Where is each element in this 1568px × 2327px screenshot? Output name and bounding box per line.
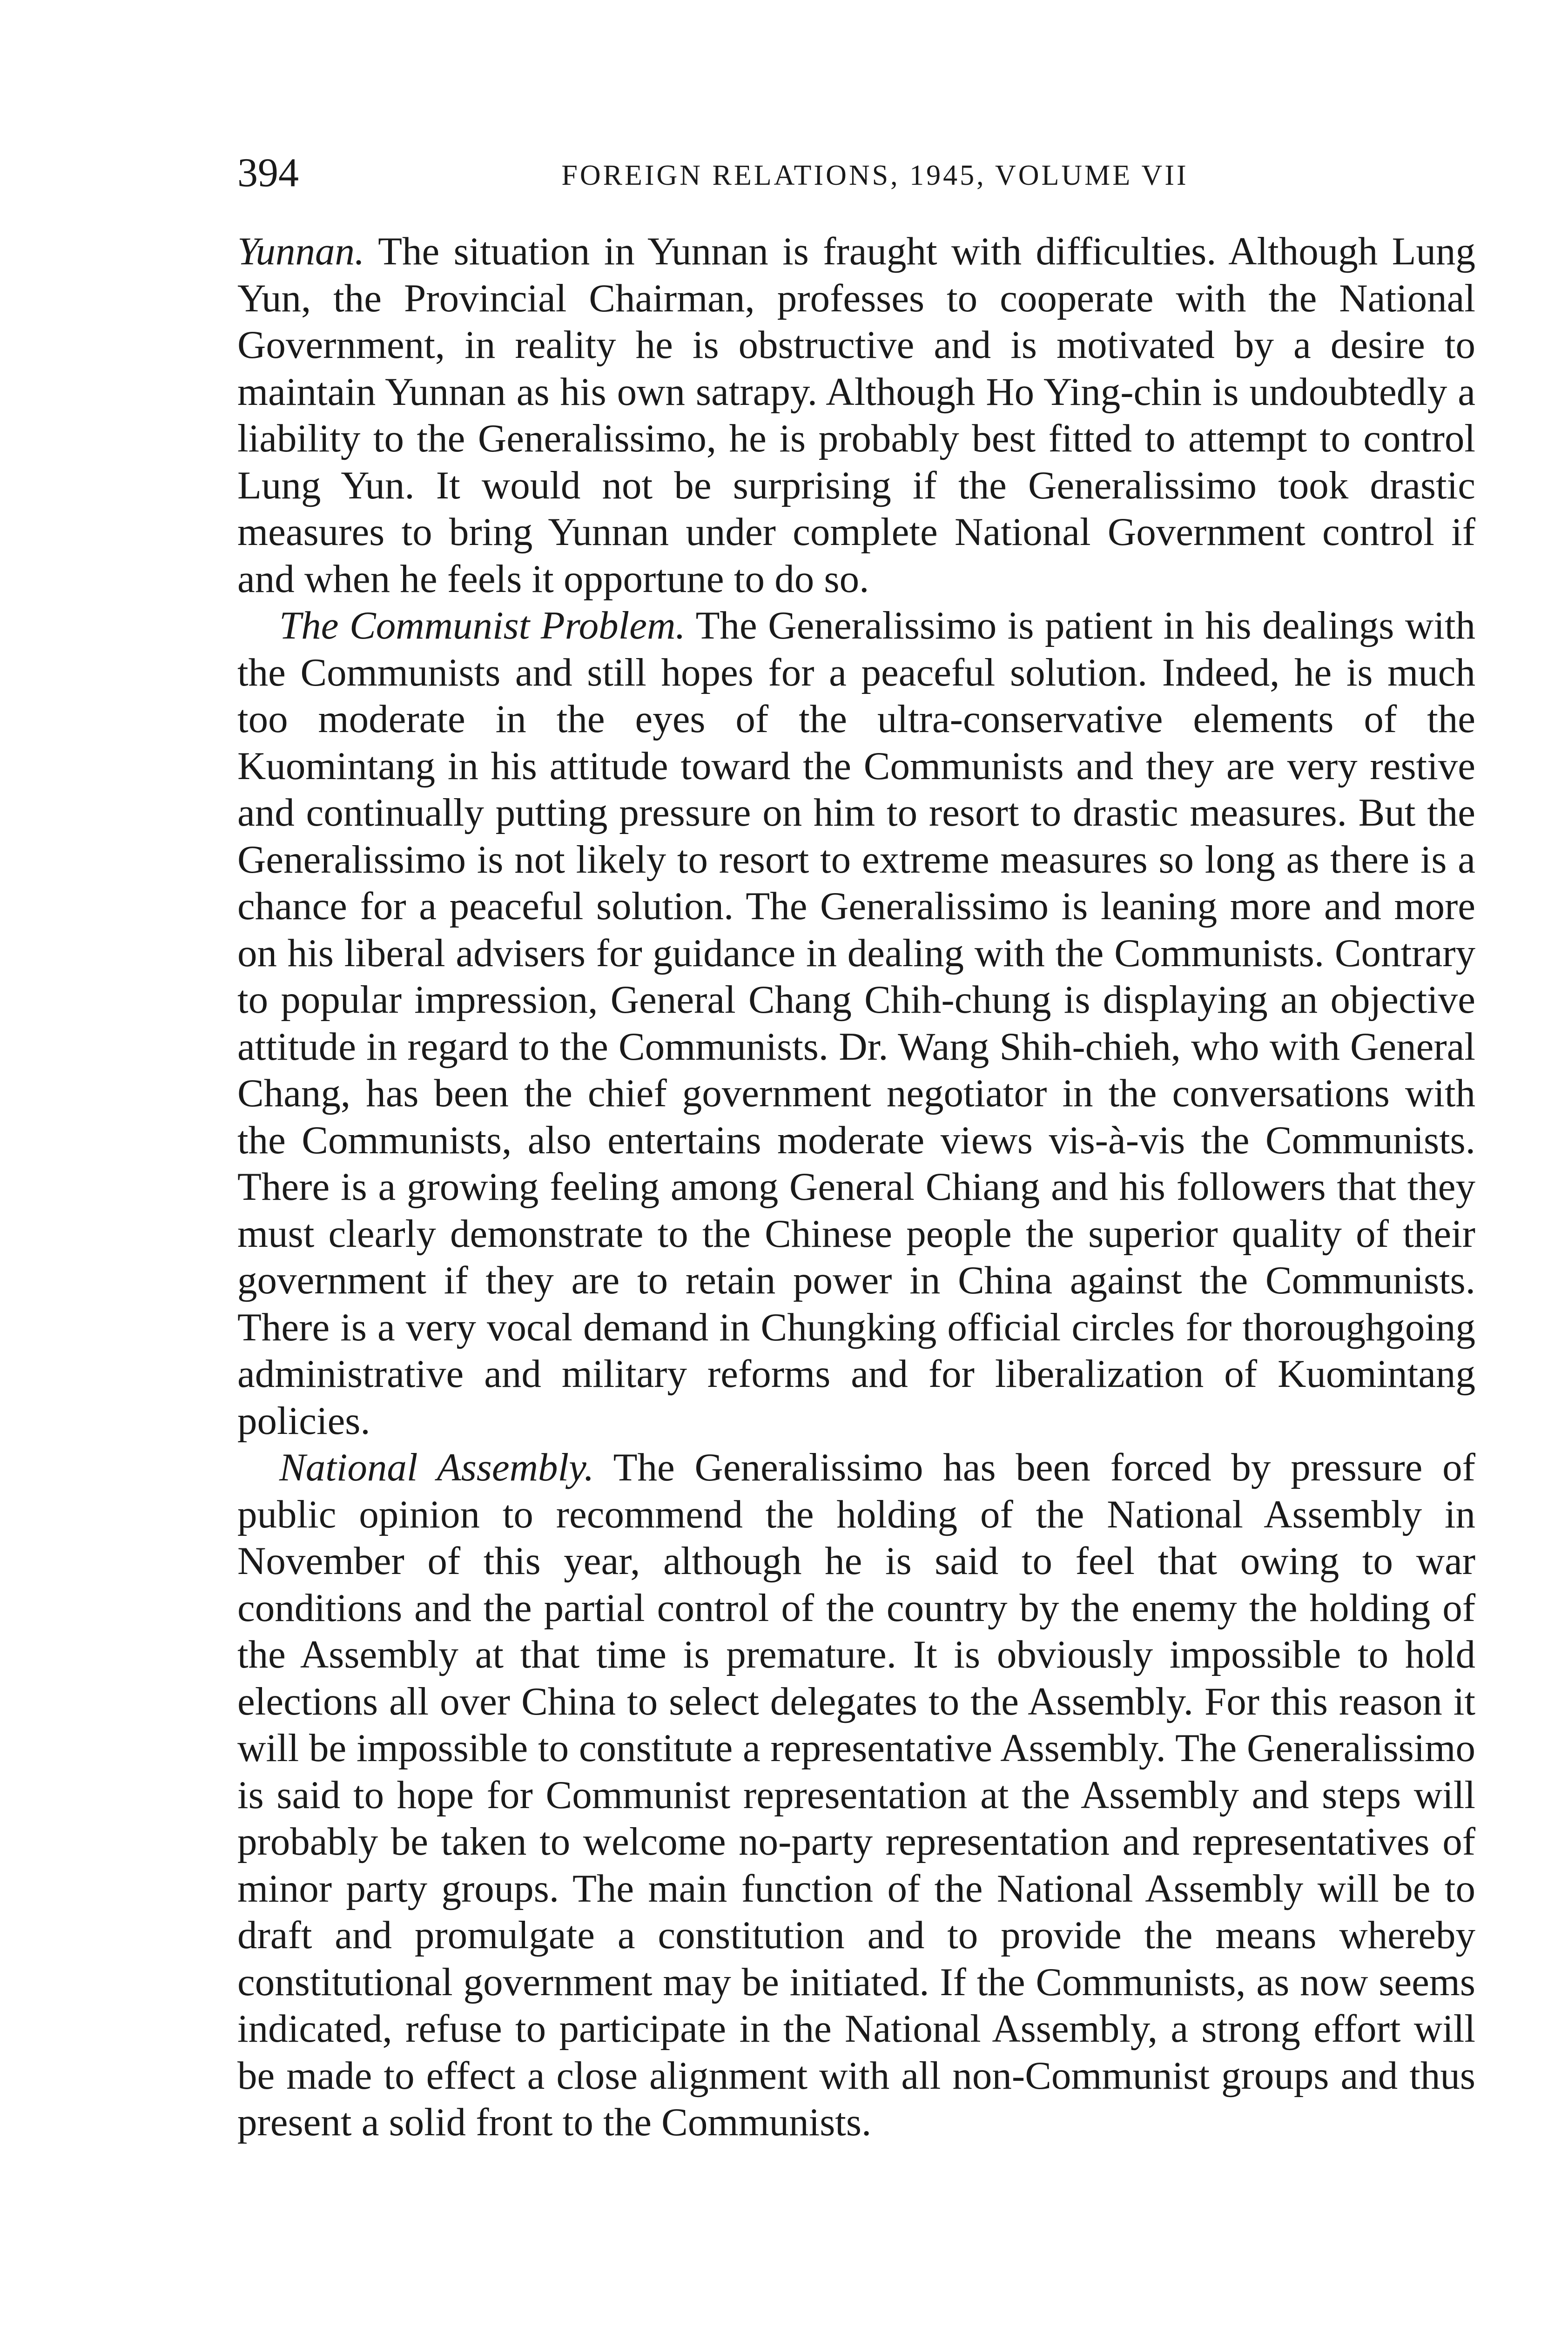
paragraph-national-assembly xyxy=(237,1444,1475,2146)
page-header xyxy=(237,150,1494,196)
running-title: FOREIGN RELATIONS, 1945, VOLUME VII xyxy=(561,160,1189,191)
paragraph-text: The situation in Yunnan is fraught with difficulties. Although Lung Yun, the Provincial Chairman, professes to cooperate with the National Government, in reality he is obstructive and is motivated by a desire to maintain Yunnan as his own satrapy. Although Ho Ying-chin is undoubtedly a liability to the Generalissimo, he is probably best fitted to attempt to control Lung Yun. It would not be surprising if the Generalissimo took drastic measures to bring Yunnan under complete National Government control if and when he feels it opportune to do so. xyxy=(237,229,1475,601)
paragraph-heading: National Assembly. xyxy=(279,1446,594,1489)
paragraph-text: The Generalissimo has been forced by pressure of public opinion to recommend the holding of the National Assembly in November of this year, although he is said to feel that owing to war conditions and the partial control of the country by the enemy the holding of the Assembly at that time is premature. It is obviously impossible to hold elections all over China to select delegates to the Assembly. For this reason it will be impossible to constitute a representative Assembly. The Generalissimo is said to hope for Communist representation at the Assembly and steps will probably be taken to welcome no-party representation and representatives of minor party groups. The main function of the National Assembly will be to draft and promulgate a constitution and to provide the means whereby constitutional government may be initiated. If the Communists, as now seems indicated, refuse to participate in the National Assembly, a strong effort will be made to effect a close alignment with all non-Communist groups and thus present a solid front to the Communists. xyxy=(237,1446,1475,2144)
body-text xyxy=(237,228,1475,2146)
paragraph-heading: The Communist Problem. xyxy=(279,604,686,647)
page-number: 394 xyxy=(237,150,299,195)
paragraph-communist-problem xyxy=(237,602,1475,1444)
paragraph-text: The Generalissimo is patient in his dealings with the Communists and still hopes for a peaceful solution. Indeed, he is much too moderate in the eyes of the ultra-conservative elements of the Kuomintang in his attitude toward the Communists and they are very restive and continually putting pressure on him to resort to drastic measures. But the Generalissimo is not likely to resort to extreme measures so long as there is a chance for a peaceful solution. The Generalissimo is leaning more and more on his liberal advisers for guidance in dealing with the Communists. Contrary to popular impression, General Chang Chih-chung is displaying an objective attitude in regard to the Communists. Dr. Wang Shih-chieh, who with General Chang, has been the chief government negotiator in the conversations with the Communists, also entertains moderate views vis-à-vis the Communists. There is a growing feeling among General Chiang and his followers that they must clearly demonstrate to the Chinese people the superior quality of their government if they are to retain power in China against the Communists. There is a very vocal demand in Chungking official circles for thoroughgoing administrative and military reforms and for liberalization of Kuomintang policies. xyxy=(237,604,1475,1443)
paragraph-yunnan xyxy=(237,228,1475,602)
paragraph-heading: Yunnan. xyxy=(237,229,365,273)
